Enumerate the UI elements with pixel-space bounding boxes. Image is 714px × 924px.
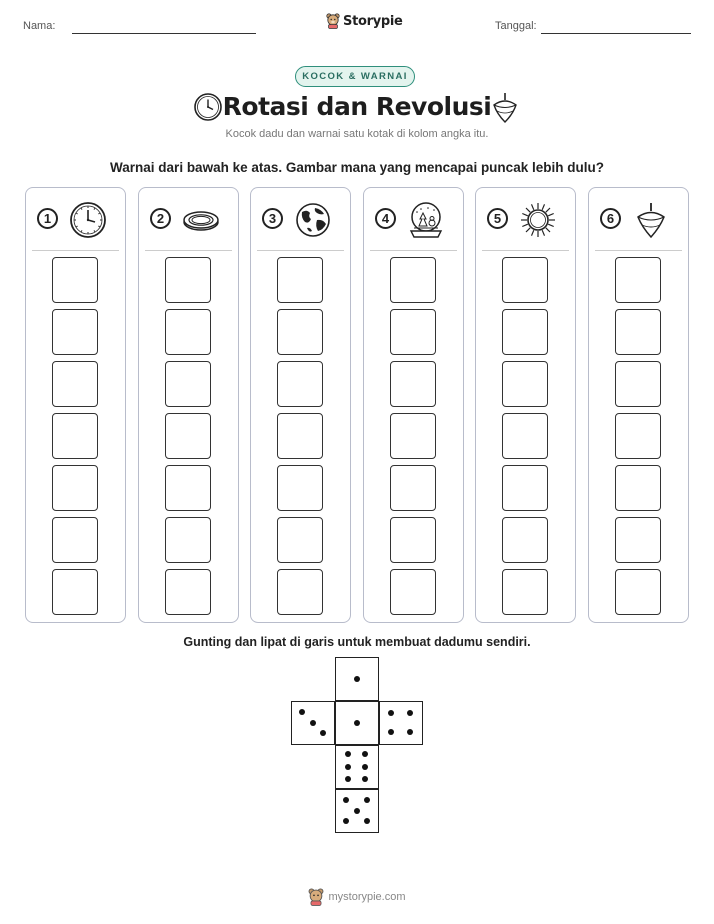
color-box[interactable] — [615, 257, 661, 303]
dice-face-6 — [335, 745, 379, 789]
dice-pip — [345, 751, 351, 757]
spinning-top-icon — [631, 200, 671, 240]
color-box[interactable] — [390, 361, 436, 407]
name-label: Nama: — [23, 20, 56, 32]
page-subtitle: Kocok dadu dan warnai satu kotak di kolom angka itu. — [225, 128, 489, 140]
snow-globe-icon — [406, 200, 446, 240]
color-box[interactable] — [615, 569, 661, 615]
dice-pip — [299, 709, 305, 715]
color-box[interactable] — [502, 309, 548, 355]
dice-pip — [362, 764, 368, 770]
column-divider — [482, 250, 569, 251]
dice-pip — [362, 776, 368, 782]
dice-pip — [320, 730, 326, 736]
color-box[interactable] — [52, 309, 98, 355]
date-label: Tanggal: — [495, 20, 537, 32]
color-box[interactable] — [502, 517, 548, 563]
column-divider — [595, 250, 682, 251]
color-column-2 — [138, 187, 239, 623]
column-number: 5 — [487, 208, 508, 229]
earth-globe-icon — [293, 200, 333, 240]
column-header — [26, 188, 125, 250]
column-header — [251, 188, 350, 250]
color-box[interactable] — [615, 413, 661, 459]
color-box[interactable] — [52, 465, 98, 511]
date-line[interactable] — [541, 33, 691, 34]
dice-face-1 — [335, 657, 379, 701]
dice-pip — [343, 797, 349, 803]
dice-pip — [407, 729, 413, 735]
dice-face-5 — [335, 789, 379, 833]
dice-face-4 — [379, 701, 423, 745]
color-box[interactable] — [165, 517, 211, 563]
name-line[interactable] — [72, 33, 256, 34]
color-box[interactable] — [165, 309, 211, 355]
color-box[interactable] — [165, 465, 211, 511]
color-box[interactable] — [615, 465, 661, 511]
color-box[interactable] — [165, 361, 211, 407]
dice-pip — [345, 764, 351, 770]
brand-name: Storypie — [343, 13, 403, 29]
footer-url: mystorypie.com — [328, 891, 406, 903]
dice-pip — [310, 720, 316, 726]
column-divider — [257, 250, 344, 251]
color-box[interactable] — [277, 465, 323, 511]
color-box[interactable] — [277, 361, 323, 407]
dice-pip — [407, 710, 413, 716]
coloring-instruction: Warnai dari bawah ke atas. Gambar mana yang mencapai puncak lebih dulu? — [110, 160, 604, 175]
dice-pip — [388, 729, 394, 735]
spinning-top-icon — [491, 92, 519, 124]
color-box[interactable] — [390, 517, 436, 563]
ring-plate-icon — [181, 200, 221, 240]
color-box[interactable] — [390, 413, 436, 459]
dice-face-1 — [335, 701, 379, 745]
dice-pip — [354, 720, 360, 726]
color-column-4 — [363, 187, 464, 623]
footer — [0, 888, 714, 906]
column-number: 4 — [375, 208, 396, 229]
color-box[interactable] — [502, 569, 548, 615]
dice-pip — [362, 751, 368, 757]
color-column-3 — [250, 187, 351, 623]
color-column-6 — [588, 187, 689, 623]
color-box[interactable] — [165, 257, 211, 303]
color-column-1 — [25, 187, 126, 623]
column-header — [139, 188, 238, 250]
activity-badge: KOCOK & WARNAI — [295, 66, 415, 87]
dice-pip — [364, 818, 370, 824]
color-box[interactable] — [165, 569, 211, 615]
color-column-5 — [475, 187, 576, 623]
color-box[interactable] — [165, 413, 211, 459]
color-box[interactable] — [615, 517, 661, 563]
bear-mascot-icon — [308, 888, 324, 906]
color-box[interactable] — [52, 413, 98, 459]
color-box[interactable] — [390, 569, 436, 615]
dice-pip — [388, 710, 394, 716]
color-box[interactable] — [277, 569, 323, 615]
column-divider — [32, 250, 119, 251]
brand-logo — [326, 13, 403, 29]
color-box[interactable] — [390, 465, 436, 511]
column-number: 2 — [150, 208, 171, 229]
column-header — [476, 188, 575, 250]
color-box[interactable] — [52, 257, 98, 303]
column-header — [364, 188, 463, 250]
color-box[interactable] — [52, 517, 98, 563]
color-box[interactable] — [390, 309, 436, 355]
dice-pip — [354, 808, 360, 814]
dice-face-3 — [291, 701, 335, 745]
column-header — [589, 188, 688, 250]
color-box[interactable] — [277, 413, 323, 459]
color-box[interactable] — [277, 257, 323, 303]
color-box[interactable] — [502, 465, 548, 511]
color-box[interactable] — [502, 361, 548, 407]
color-box[interactable] — [390, 257, 436, 303]
column-number: 1 — [37, 208, 58, 229]
color-box[interactable] — [502, 257, 548, 303]
dice-pip — [343, 818, 349, 824]
dice-pip — [345, 776, 351, 782]
dice-pip — [354, 676, 360, 682]
cut-instruction: Gunting dan lipat di garis untuk membuat dadumu sendiri. — [183, 635, 531, 649]
color-box[interactable] — [277, 517, 323, 563]
column-number: 3 — [262, 208, 283, 229]
color-box[interactable] — [52, 569, 98, 615]
sun-icon — [518, 200, 558, 240]
column-divider — [370, 250, 457, 251]
bear-mascot-icon — [326, 13, 340, 29]
column-divider — [145, 250, 232, 251]
column-number: 6 — [600, 208, 621, 229]
color-box[interactable] — [277, 309, 323, 355]
clock-icon — [68, 200, 108, 240]
color-box[interactable] — [615, 361, 661, 407]
color-box[interactable] — [502, 413, 548, 459]
color-box[interactable] — [52, 361, 98, 407]
page-title: Rotasi dan Revolusi — [222, 92, 492, 121]
dice-pip — [364, 797, 370, 803]
color-box[interactable] — [615, 309, 661, 355]
